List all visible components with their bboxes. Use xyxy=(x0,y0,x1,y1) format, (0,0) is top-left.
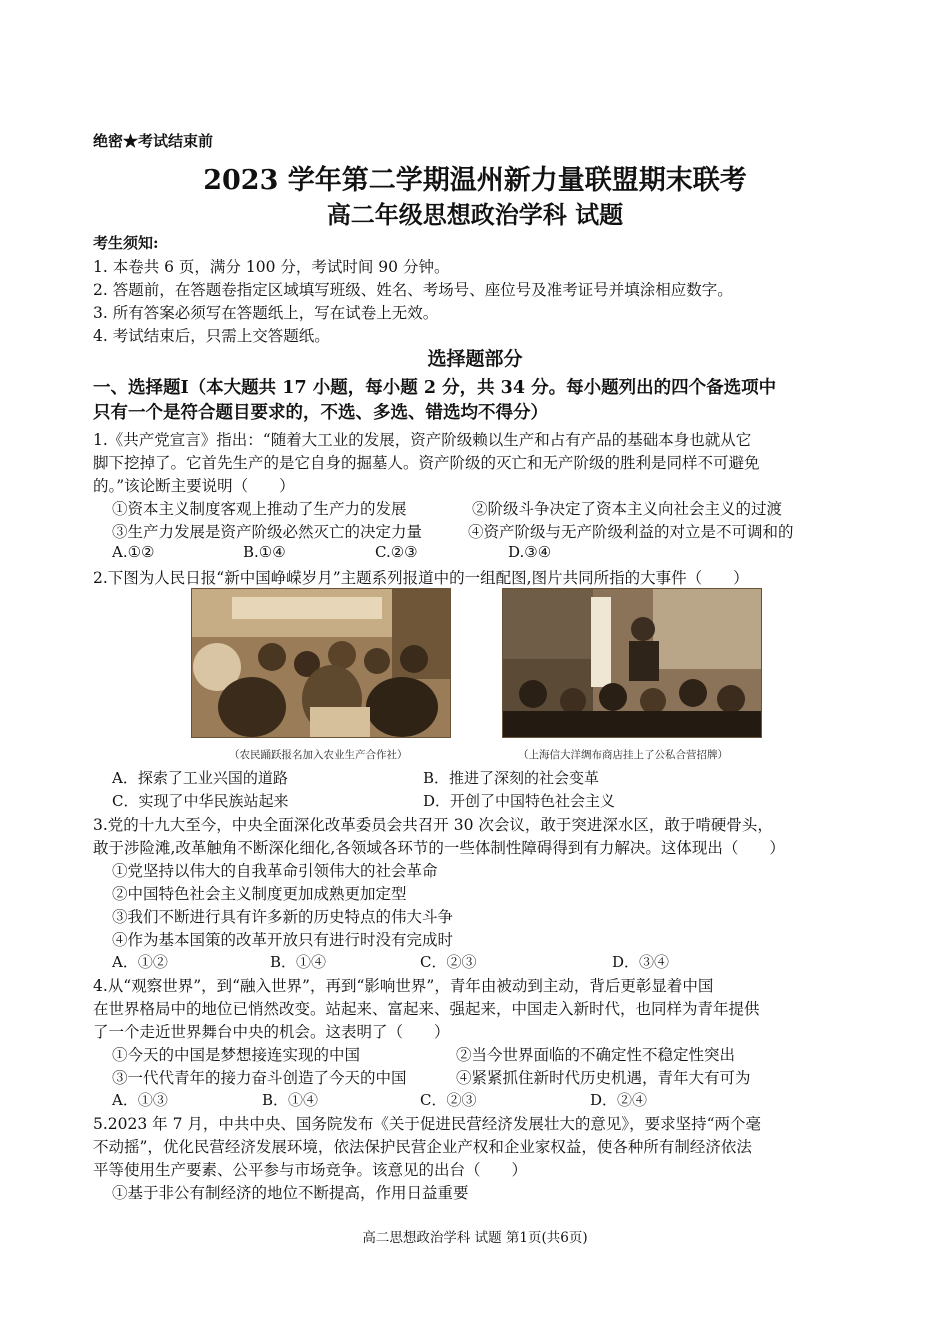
shop-joint-venture-photo xyxy=(502,588,762,738)
section-instruction: 只有一个是符合题目要求的，不选、多选、错选均不得分） xyxy=(93,403,548,423)
q3-option-c: C．②③ xyxy=(420,953,477,971)
q1-statement: ③生产力发展是资产阶级必然灭亡的决定力量 xyxy=(112,523,423,541)
q4-stem: 在世界格局中的地位已悄然改变。站起来、富起来、强起来，中国走入新时代，也同样为青年提供 xyxy=(93,1000,760,1018)
q2-stem: 2.下图为人民日报“新中国峥嵘岁月”主题系列报道中的一组配图,图片共同所指的大事件（ ） xyxy=(93,569,749,587)
q4-statement: ④紧紧抓住新时代历史机遇，青年大有可为 xyxy=(456,1069,751,1087)
q3-statement: ③我们不断进行具有许多新的历史特点的伟大斗争 xyxy=(112,908,454,926)
q3-statement: ④作为基本国策的改革开放只有进行时没有完成时 xyxy=(112,931,454,949)
farmers-cooperative-photo xyxy=(191,588,451,738)
q4-option-a: A．①③ xyxy=(112,1091,168,1109)
q4-option-b: B．①④ xyxy=(262,1091,319,1109)
photo-caption-left: （农民踊跃报名加入农业生产合作社） xyxy=(229,749,408,761)
q4-statement: ②当今世界面临的不确定性不稳定性突出 xyxy=(456,1046,736,1064)
q3-stem: 敢于涉险滩,改革触角不断深化细化,各领域各环节的一些体制性障碍得到有力解决。这体现出（ ） xyxy=(93,839,785,857)
q4-statement: ①今天的中国是梦想接连实现的中国 xyxy=(112,1046,361,1064)
q1-option-d: D.③④ xyxy=(508,543,552,561)
q1-option-b: B.①④ xyxy=(243,543,286,561)
q2-option-c: C．实现了中华民族站起来 xyxy=(112,792,289,810)
q4-statement: ③一代代青年的接力奋斗创造了今天的中国 xyxy=(112,1069,407,1087)
q1-statement: ①资本主义制度客观上推动了生产力的发展 xyxy=(112,500,407,518)
q4-stem: 4.从“观察世界”，到“融入世界”，再到“影响世界”，青年由被动到主动，背后更彰显着中国 xyxy=(93,977,714,995)
section-instruction: 一、选择题Ⅰ（本大题共 17 小题，每小题 2 分，共 34 分。每小题列出的四个备选项中 xyxy=(93,378,777,398)
q1-statement: ④资产阶级与无产阶级利益的对立是不可调和的 xyxy=(468,523,794,541)
q1-stem: 1.《共产党宣言》指出：“随着大工业的发展，资产阶级赖以生产和占有产品的基础本身也就从它 xyxy=(93,431,752,449)
q3-option-b: B．①④ xyxy=(270,953,327,971)
q5-statement: ①基于非公有制经济的地位不断提高，作用日益重要 xyxy=(112,1184,469,1202)
secret-mark: 绝密★考试结束前 xyxy=(93,132,214,150)
exam-subtitle: 高二年级思想政治学科 试题 xyxy=(326,200,624,229)
q5-stem: 5.2023 年 7 月，中共中央、国务院发布《关于促进民营经济发展壮大的意见》，要求坚持“两个毫 xyxy=(93,1115,762,1133)
q1-stem: 脚下挖掉了。它首先生产的是它自身的掘墓人。资产阶级的灭亡和无产阶级的胜利是同样不可避免 xyxy=(93,454,760,472)
notice-heading: 考生须知: xyxy=(93,234,159,252)
notice-item: 2. 答题前，在答题卷指定区域填写班级、姓名、考场号、座位号及准考证号并填涂相应数字。 xyxy=(93,281,733,299)
q1-statement: ②阶级斗争决定了资本主义向社会主义的过渡 xyxy=(472,500,783,518)
section-title: 选择题部分 xyxy=(427,348,523,370)
notice-item: 1. 本卷共 6 页，满分 100 分，考试时间 90 分钟。 xyxy=(93,258,450,276)
q4-option-c: C．②③ xyxy=(420,1091,477,1109)
photo-caption-right: （上海信大洋绸布商店挂上了公私合营招牌） xyxy=(518,749,728,761)
q4-option-d: D．②④ xyxy=(590,1091,648,1109)
notice-item: 4. 考试结束后，只需上交答题纸。 xyxy=(93,327,330,345)
q5-stem: 平等使用生产要素、公平参与市场竞争。该意见的出台（ ） xyxy=(93,1161,528,1179)
q1-stem: 的。”该论断主要说明（ ） xyxy=(93,477,295,495)
exam-title: 2023 学年第二学期温州新力量联盟期末联考 xyxy=(203,165,747,196)
q4-stem: 了一个走近世界舞台中央的机会。这表明了（ ） xyxy=(93,1023,450,1041)
q5-stem: 不动摇”，优化民营经济发展环境，依法保护民营企业产权和企业家权益，使各种所有制经济依法 xyxy=(93,1138,752,1156)
q3-option-d: D．③④ xyxy=(612,953,670,971)
q1-option-c: C.②③ xyxy=(375,543,418,561)
q3-option-a: A．①② xyxy=(112,953,168,971)
q3-statement: ②中国特色社会主义制度更加成熟更加定型 xyxy=(112,885,407,903)
q3-stem: 3.党的十九大至今，中央全面深化改革委员会共召开 30 次会议，敢于突进深水区，敢于啃硬骨头， xyxy=(93,816,773,834)
q2-option-b: B．推进了深刻的社会变革 xyxy=(423,769,600,787)
page-footer: 高二思想政治学科 试题 第1页(共6页) xyxy=(362,1230,588,1246)
notice-item: 3. 所有答案必须写在答题纸上，写在试卷上无效。 xyxy=(93,304,439,322)
q2-option-a: A．探索了工业兴国的道路 xyxy=(112,769,288,787)
q3-statement: ①党坚持以伟大的自我革命引领伟大的社会革命 xyxy=(112,862,438,880)
q1-option-a: A.①② xyxy=(112,543,155,561)
q2-option-d: D．开创了中国特色社会主义 xyxy=(423,792,616,810)
